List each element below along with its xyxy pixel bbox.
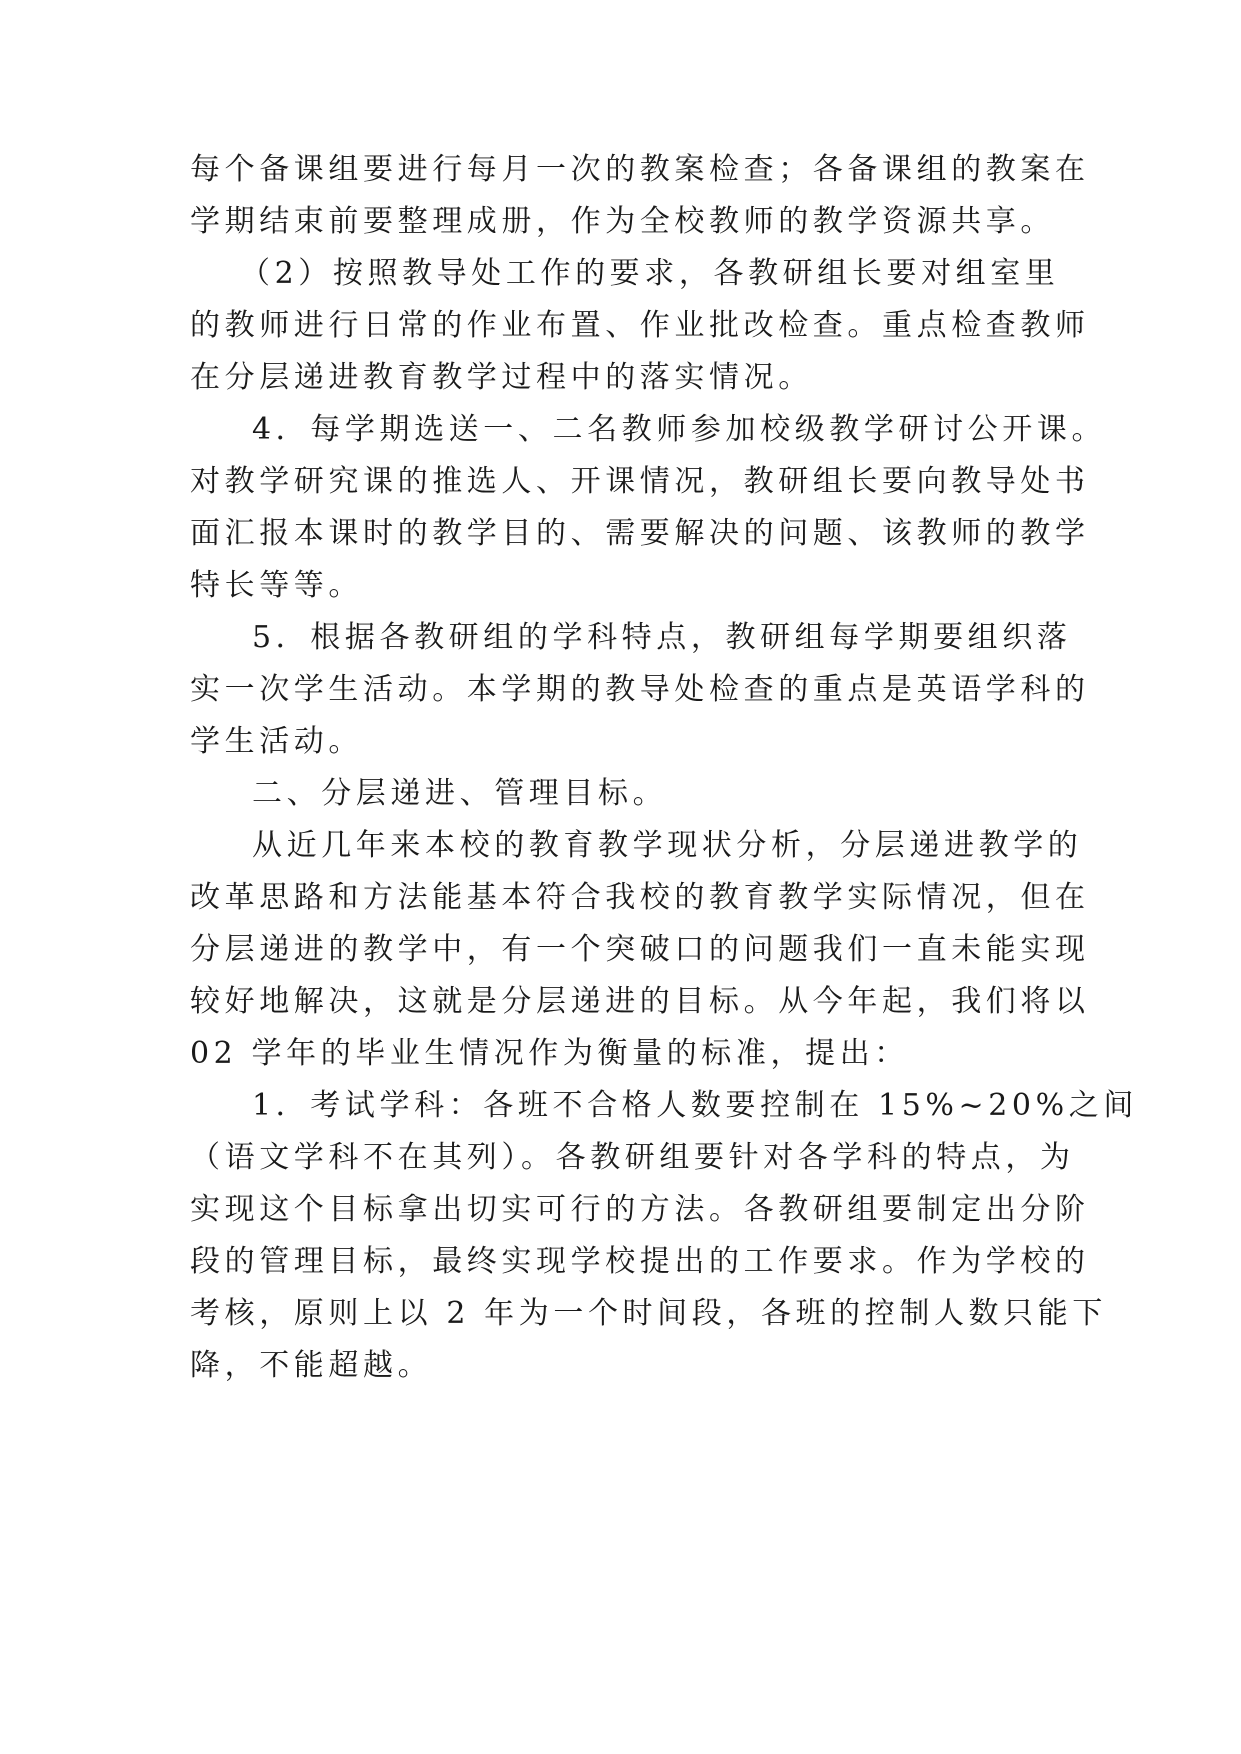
text-line: 实现这个目标拿出切实可行的方法。各教研组要制定出分阶 xyxy=(190,1192,1090,1227)
text-line: 分层递进的教学中，有一个突破口的问题我们一直未能实现 xyxy=(190,932,1090,967)
text-line: 每个备课组要进行每月一次的教案检查；各备课组的教案在 xyxy=(190,152,1090,187)
text-line: 对教学研究课的推选人、开课情况，教研组长要向教导处书 xyxy=(190,464,1090,499)
text-line: 实一次学生活动。本学期的教导处检查的重点是英语学科的 xyxy=(190,672,1090,707)
text-line: 学生活动。 xyxy=(190,724,363,759)
text-line: （2）按照教导处工作的要求，各教研组长要对组室里 xyxy=(240,256,1060,291)
text-line: 特长等等。 xyxy=(190,568,363,603)
text-line: 降，不能超越。 xyxy=(190,1348,433,1383)
text-line: 4．每学期选送一、二名教师参加校级教学研讨公开课。 xyxy=(252,412,1107,447)
text-line: （语文学科不在其列）。各教研组要针对各学科的特点，为 xyxy=(190,1140,1075,1175)
text-line: 的教师进行日常的作业布置、作业批改检查。重点检查教师 xyxy=(190,308,1090,343)
text-line: 较好地解决，这就是分层递进的目标。从今年起，我们将以 xyxy=(190,984,1090,1019)
section-heading: 二、分层递进、管理目标。 xyxy=(252,776,668,811)
text-line: 02 学年的毕业生情况作为衡量的标准，提出： xyxy=(190,1036,909,1071)
text-line: 1．考试学科：各班不合格人数要控制在 15%~20%之间 xyxy=(252,1088,1138,1123)
text-line: 5．根据各教研组的学科特点，教研组每学期要组织落 xyxy=(252,620,1072,655)
text-line: 学期结束前要整理成册，作为全校教师的教学资源共享。 xyxy=(190,204,1055,239)
text-line: 在分层递进教育教学过程中的落实情况。 xyxy=(190,360,813,395)
text-line: 考核，原则上以 2 年为一个时间段，各班的控制人数只能下 xyxy=(190,1296,1107,1331)
text-line: 从近几年来本校的教育教学现状分析，分层递进教学的 xyxy=(252,828,1083,863)
text-line: 面汇报本课时的教学目的、需要解决的问题、该教师的教学 xyxy=(190,516,1090,551)
text-line: 改革思路和方法能基本符合我校的教育教学实际情况，但在 xyxy=(190,880,1090,915)
text-line: 段的管理目标，最终实现学校提出的工作要求。作为学校的 xyxy=(190,1244,1090,1279)
